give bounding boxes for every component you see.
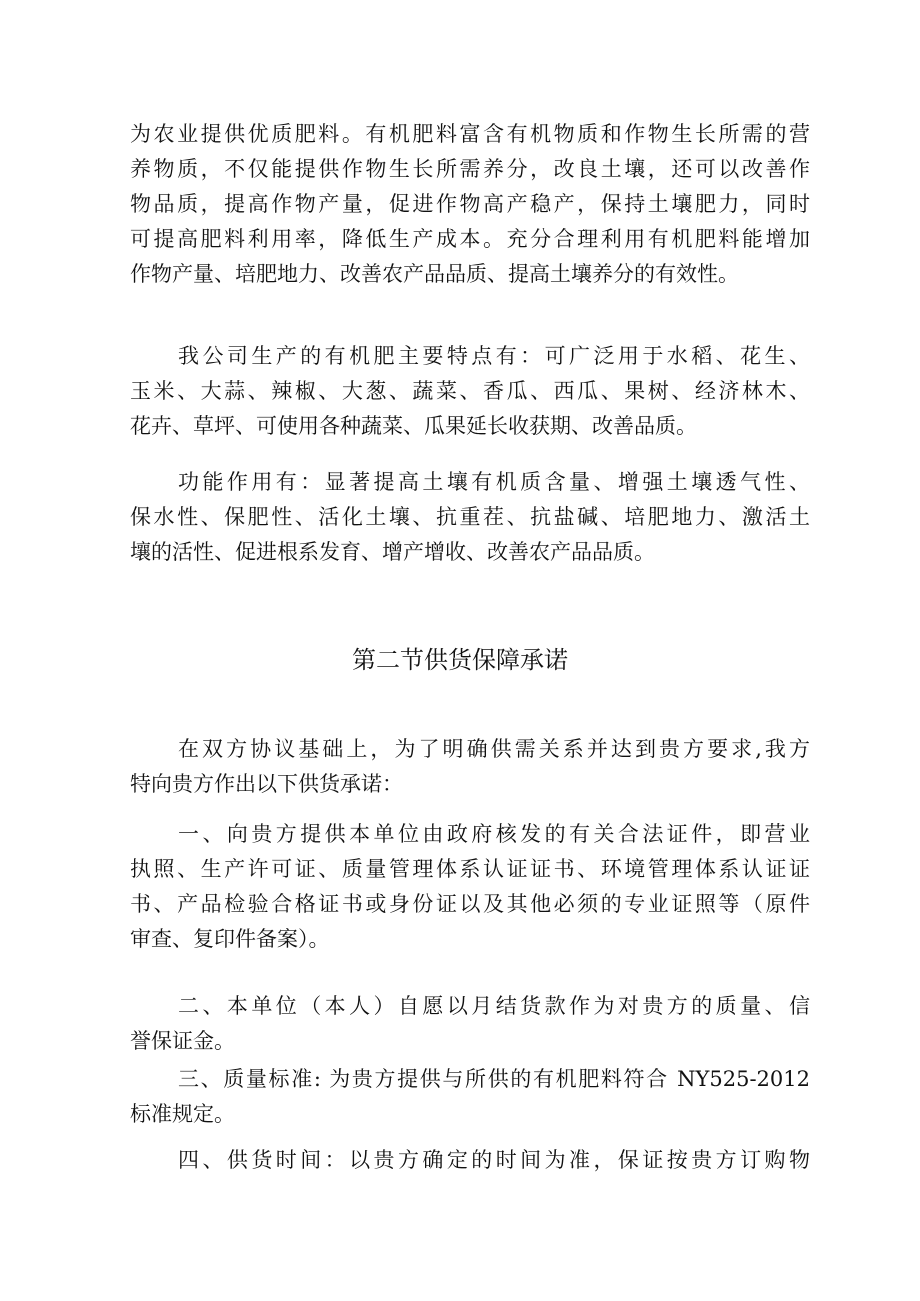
- paragraph-item-1: [130, 817, 810, 957]
- text-line: 四、供货时间：以贵方确定的时间为准，保证按贵方订购物: [178, 1148, 810, 1172]
- paragraph-product-features: [130, 339, 810, 444]
- paragraph-commitment-intro: [130, 732, 810, 802]
- text-line: 为农业提供优质肥料。有机肥料富含有机物质和作物生长所需的营: [130, 122, 810, 146]
- paragraph-item-3: [130, 1062, 810, 1132]
- text-line: 审查、复印件备案）。: [130, 927, 330, 951]
- text-line: 特向贵方作出以下供货承诺：: [130, 772, 403, 796]
- paragraph-fertilizer-benefits: [130, 117, 810, 292]
- text-line: 我公司生产的有机肥主要特点有：可广泛用于水稻、花生、: [178, 344, 810, 368]
- section-heading: 第二节供货保障承诺: [352, 646, 568, 674]
- text-line: 物品质，提高作物产量，促进作物高产稳产，保持土壤肥力，同时: [130, 192, 810, 216]
- text-line: 书、产品检验合格证书或身份证以及其他必须的专业证照等（原件: [130, 892, 810, 916]
- text-line: 作物产量、培肥地力、改善农产品品质、提高土壤养分的有效性。: [130, 262, 739, 286]
- text-line: 一、向贵方提供本单位由政府核发的有关合法证件，即营业: [178, 822, 810, 846]
- text-line: 执照、生产许可证、质量管理体系认证证书、环境管理体系认证证: [130, 857, 810, 881]
- paragraph-item-4: [130, 1143, 810, 1178]
- text-line: 保水性、保肥性、活化土壤、抗重茬、抗盐碱、培肥地力、激活土: [130, 505, 810, 529]
- text-line: 三、质量标准: 为贵方提供与所供的有机肥料符合 NY525-2012: [178, 1067, 810, 1091]
- text-line: 玉米、大蒜、辣椒、大葱、蔬菜、香瓜、西瓜、果树、经济林木、: [130, 379, 810, 403]
- text-line: 功能作用有：显著提高土壤有机质含量、增强土壤透气性、: [178, 470, 810, 494]
- paragraph-functions: [130, 465, 810, 570]
- text-line: 壤的活性、促进根系发育、增产增收、改善农产品品质。: [130, 540, 655, 564]
- text-line: 标准规定。: [130, 1102, 235, 1126]
- text-line: 二、本单位（本人）自愿以月结货款作为对贵方的质量、信: [178, 994, 810, 1018]
- text-line: 在双方协议基础上，为了明确供需关系并达到贵方要求,我方: [178, 737, 810, 761]
- text-line: 誉保证金。: [130, 1029, 235, 1053]
- text-line: 养物质，不仅能提供作物生长所需养分，改良土壤，还可以改善作: [130, 157, 810, 181]
- paragraph-item-2: [130, 989, 810, 1059]
- text-line: 可提高肥料利用率，降低生产成本。充分合理利用有机肥料能增加: [130, 227, 810, 251]
- text-line: 花卉、草坪、可使用各种蔬菜、瓜果延长收获期、改善品质。: [130, 414, 697, 438]
